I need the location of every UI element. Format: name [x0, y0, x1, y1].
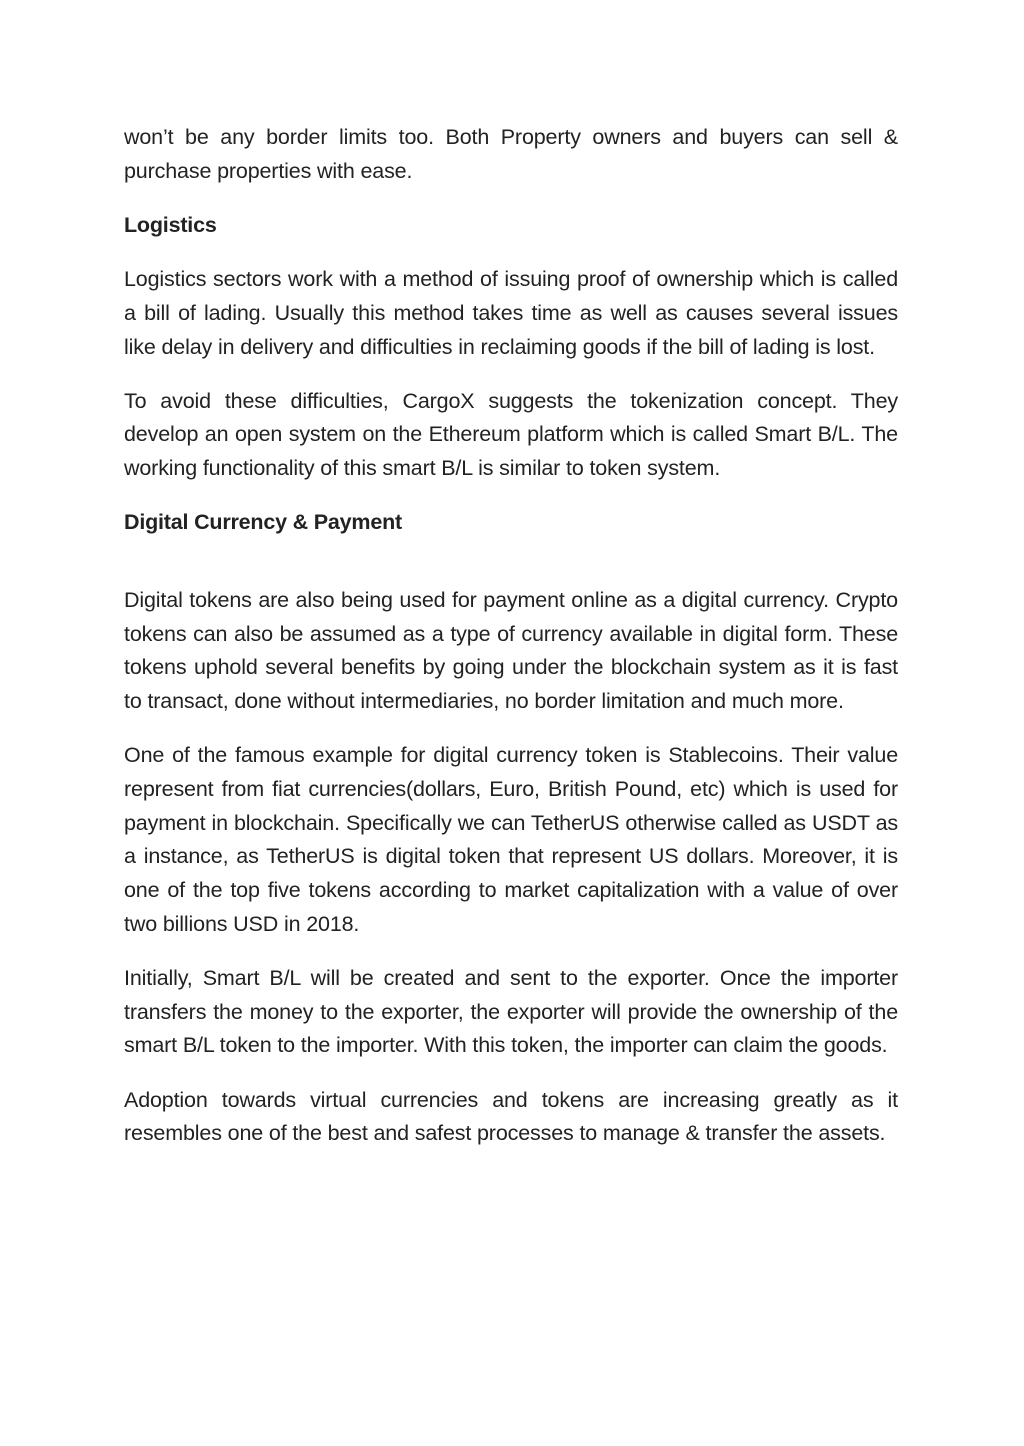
heading-digital-currency-payment: Digital Currency & Payment — [124, 510, 402, 535]
paragraph-stablecoins-example: One of the famous example for digital currency token is Stablecoins. Their value represent from fiat currencies(dollars, Euro, British Pound, etc) which is used for payment in blockchain. Specifically we can TetherUS otherwise called as USDT as a instance, as TetherUS is digital token that represent US dollars. Moreover, it is one of the top five tokens according to market capitalization with a value of over two billions USD in 2018. — [124, 743, 898, 936]
paragraph-cargox-smart-bl: To avoid these difficulties, CargoX suggests the tokenization concept. They develop an open system on the Ethereum platform which is called Smart B/L. The working functionality of this smart B/L is similar to token system. — [124, 388, 898, 481]
paragraph-smart-bl-process: Initially, Smart B/L will be created and sent to the exporter. Once the importer transfers the money to the exporter, the exporter will provide the ownership of the smart B/L token to the importer. With this token, the importer can claim the goods. — [124, 966, 898, 1058]
heading-logistics: Logistics — [124, 212, 217, 237]
paragraph-logistics-bill-of-lading: Logistics sectors work with a method of issuing proof of ownership which is called a bill of lading. Usually this method takes time as well as causes several issues like delay in delivery and difficulties in reclaiming goods if the bill of lading is lost. — [124, 267, 898, 359]
paragraph-adoption: Adoption towards virtual currencies and tokens are increasing greatly as it resembles one of the best and safest processes to manage & transfer the assets. — [124, 1087, 898, 1146]
document-page — [124, 121, 898, 1172]
paragraph-digital-tokens-payment: Digital tokens are also being used for payment online as a digital currency. Crypto tokens can also be assumed as a type of currency available in digital form. These tokens uphold several benefits by going under the blockchain system as it is fast to transact, done without intermediaries, no border limitation and much more. — [124, 588, 898, 714]
paragraph-property-intro: won’t be any border limits too. Both Property owners and buyers can sell & purchase properties with ease. — [124, 125, 898, 183]
